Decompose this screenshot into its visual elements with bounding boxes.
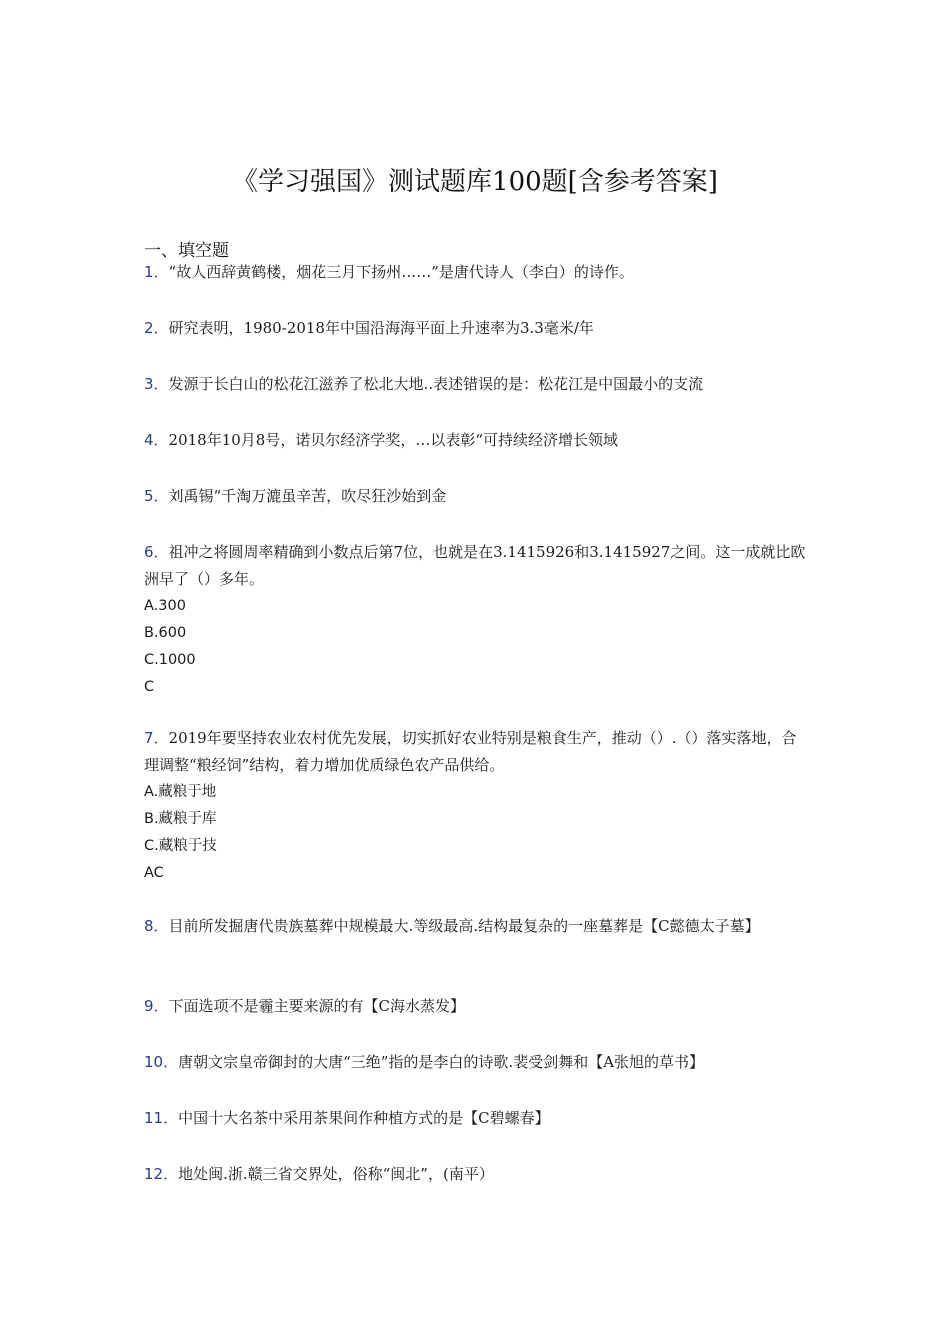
question-text: 研究表明，1980-2018年中国沿海海平面上升速率为3.3毫米/年: [168, 319, 594, 337]
question-7: [144, 725, 808, 887]
question-1: [144, 259, 808, 286]
page-title: 《学习强国》测试题库100题[含参考答案]: [232, 167, 718, 197]
option: A.300: [144, 598, 186, 614]
question-number: 7．: [144, 729, 169, 747]
answer: AC: [144, 865, 164, 881]
question-text: 目前所发掘唐代贵族墓葬中规模最大.等级最高.结构最复杂的一座墓葬是【C懿德太子墓】: [168, 917, 760, 935]
question-text: 地处闽.浙.赣三省交界处，俗称“闽北”，(南平）: [178, 1165, 494, 1183]
option: B.藏粮于库: [144, 811, 217, 827]
question-number: 8．: [144, 917, 169, 935]
option: C.1000: [144, 652, 196, 668]
question-text: “故人西辞黄鹤楼，烟花三月下扬州……”是唐代诗人（李白）的诗作。: [168, 263, 634, 281]
question-text: 2019年要坚持农业农村优先发展，切实抓好农业特别是粮食生产，推动（）.（）落实落地，合理调整“粮经饲”结构，着力增加优质绿色农产品供给。: [144, 729, 797, 774]
question-text: 发源于长白山的松花江滋养了松北大地..表述错误的是：松花江是中国最小的支流: [168, 375, 704, 393]
question-number: 2．: [144, 319, 169, 337]
question-2: [144, 315, 808, 342]
question-text: 刘禹锡“千淘万漉虽辛苦，吹尽狂沙始到金: [168, 487, 447, 505]
question-number: 10．: [144, 1053, 179, 1071]
question-number: 4．: [144, 431, 169, 449]
option: A.藏粮于地: [144, 784, 217, 800]
question-text: 2018年10月8号，诺贝尔经济学奖，…以表彰“可持续经济增长领域: [168, 431, 619, 449]
question-3: [144, 371, 808, 398]
question-number: 1．: [144, 263, 169, 281]
question-number: 9．: [144, 997, 169, 1015]
question-5: [144, 483, 808, 510]
question-text: 祖冲之将圆周率精确到小数点后第7位，也就是在3.1415926和3.1415927之间。这一成就比欧洲早了（）多年。: [144, 543, 806, 588]
question-text: 唐朝文宗皇帝御封的大唐“三绝”指的是李白的诗歌.裴受剑舞和【A张旭的草书】: [178, 1053, 705, 1071]
question-4: [144, 427, 808, 454]
question-number: 12．: [144, 1165, 179, 1183]
question-text: 中国十大名茶中采用茶果间作种植方式的是【C碧螺春】: [178, 1109, 550, 1127]
question-9: [144, 993, 808, 1020]
question-6: [144, 539, 808, 701]
question-number: 6．: [144, 543, 169, 561]
answer: C: [144, 679, 155, 695]
section-heading: 一、填空题: [144, 241, 229, 261]
question-12: [144, 1161, 808, 1188]
question-number: 5．: [144, 487, 169, 505]
question-10: [144, 1049, 808, 1076]
question-8: [144, 913, 808, 940]
question-number: 3．: [144, 375, 169, 393]
question-text: 下面选项不是霾主要来源的有【C海水蒸发】: [168, 997, 466, 1015]
option: C.藏粮于技: [144, 838, 217, 854]
question-11: [144, 1105, 808, 1132]
option: B.600: [144, 625, 187, 641]
question-number: 11．: [144, 1109, 179, 1127]
